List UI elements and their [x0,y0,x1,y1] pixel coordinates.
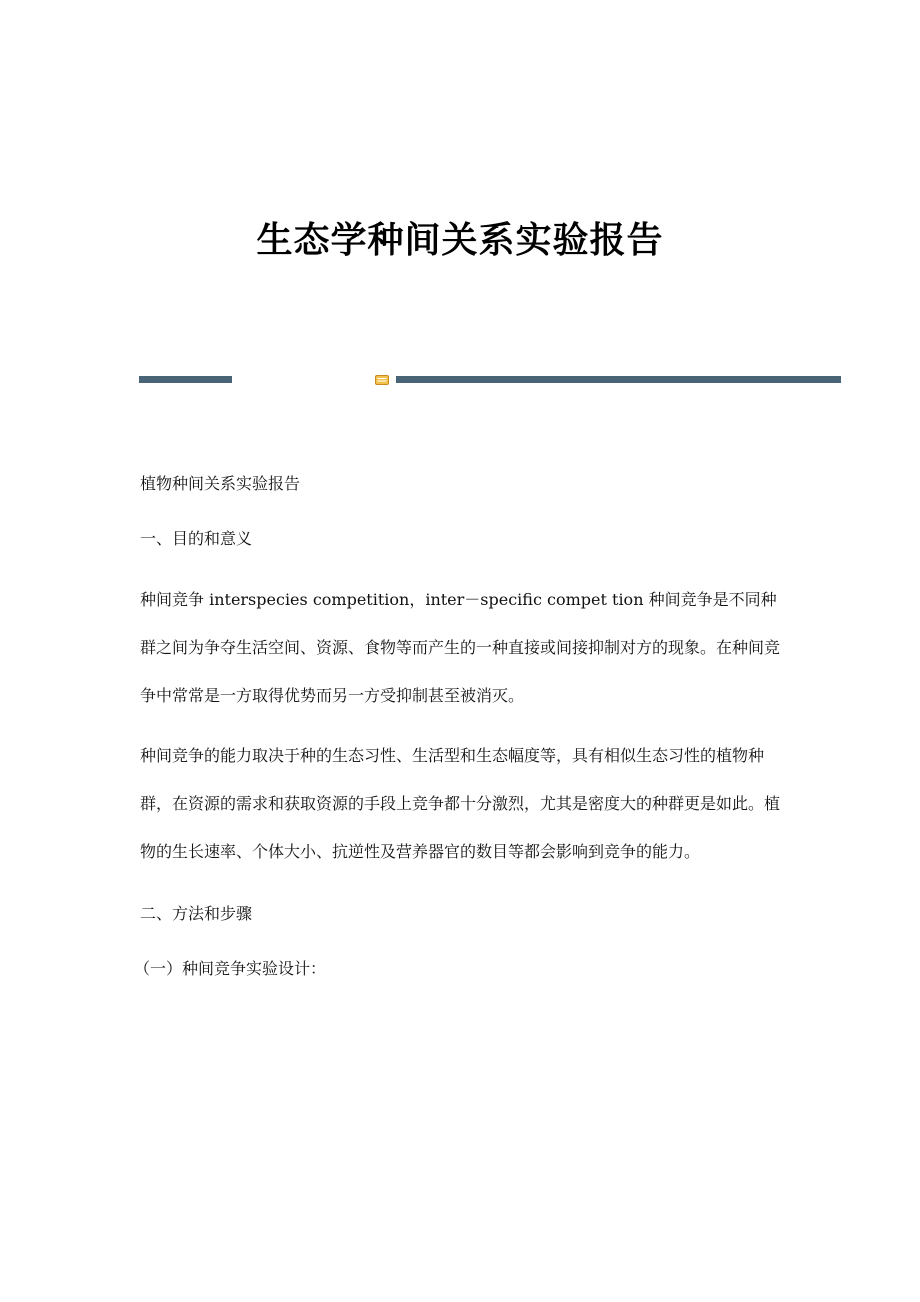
subsection-heading-design: （一）种间竞争实验设计： [134,959,327,978]
paragraph-competition-ability: 种间竞争的能力取决于种的生态习性、生活型和生态幅度等，具有相似生态习性的植物种群，在资源的需求和获取资源的手段上竞争都十分激烈，尤其是密度大的种群更是如此。植物的生长速率、个体大小、抗逆性及营养器官的数目等都会影响到竞争的能力。 [140,746,781,861]
title-divider [139,375,841,385]
divider-bar-left [139,376,232,383]
document-body [134,466,781,986]
document-title: 生态学种间关系实验报告 [256,219,664,261]
book-icon [375,375,389,385]
paragraph-competition-definition: 种间竞争 interspecies competition，inter－specific compet tion 种间竞争是不同种群之间为争夺生活空间、资源、食物等而产生的一种直接或间接抑制对方的现象。在种间竞争中常常是一方取得优势而另一方受抑制甚至被消灭。 [140,590,781,705]
section-heading-methods: 二、方法和步骤 [140,904,253,923]
document-subtitle: 植物种间关系实验报告 [140,474,301,493]
divider-bar-right [396,376,841,383]
section-heading-purpose: 一、目的和意义 [140,529,253,548]
